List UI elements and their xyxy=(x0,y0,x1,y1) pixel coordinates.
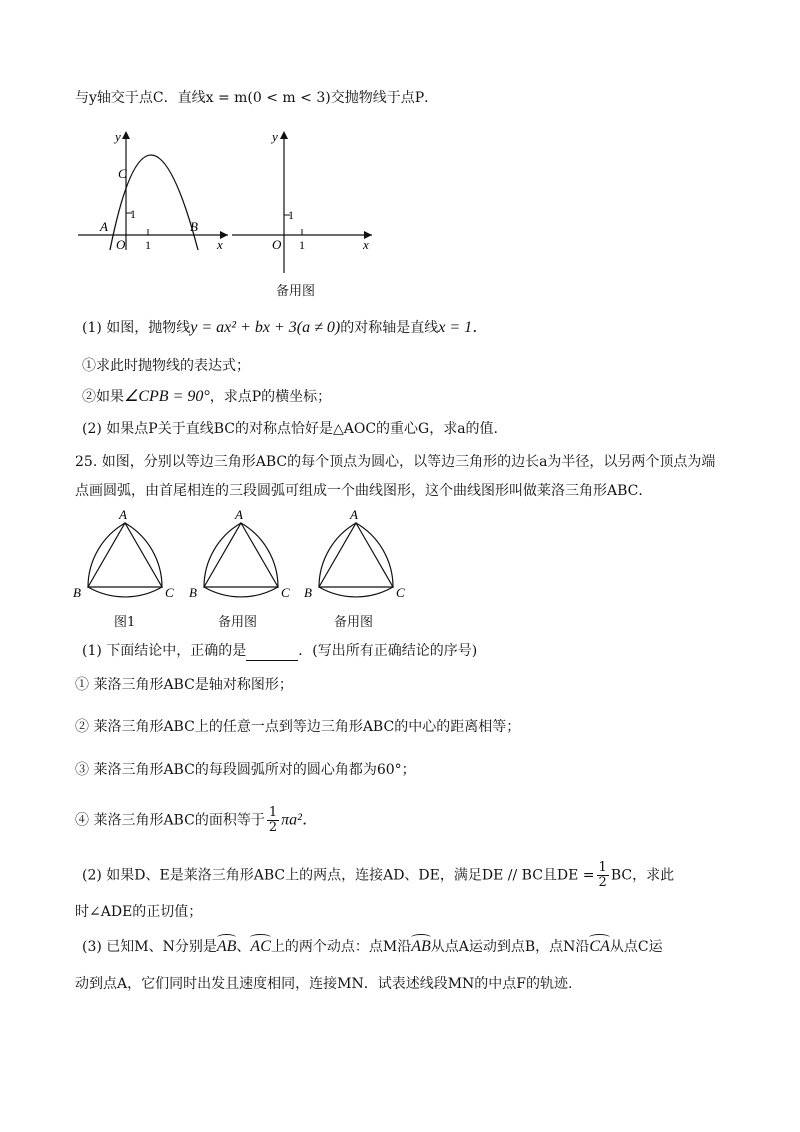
q25-option-2: ② 莱洛三角形ABC上的任意一点到等边三角形ABC的中心的距离相等； xyxy=(75,719,521,735)
svg-text:A: A xyxy=(235,507,243,522)
graph2-y-label: y xyxy=(272,129,278,144)
graph1-x-label: x xyxy=(217,237,223,252)
svg-text:B: B xyxy=(189,585,197,600)
graph2-O-label: O xyxy=(272,237,282,252)
intro-line: 与y轴交于点C．直线x = m(0 < m < 3)交抛物线于点P． xyxy=(75,90,439,106)
graph1-one-x: 1 xyxy=(145,238,151,252)
q25-stem-line1: 25. 如图，分别以等边三角形ABC的每个顶点为圆心，以等边三角形的边长a为半径，以另两个顶点为端 xyxy=(75,454,716,470)
arc-AC: AC xyxy=(250,938,271,955)
reuleaux-figure-2 xyxy=(189,507,290,600)
arc-AB: AB xyxy=(411,938,431,955)
graph1-B-label: B xyxy=(190,219,198,234)
reuleaux-figures xyxy=(65,505,405,610)
fig1-caption: 图1 xyxy=(114,615,136,630)
q25-option-3: ③ 莱洛三角形ABC的每段圆弧所对的圆心角都为60°； xyxy=(75,762,416,778)
q25-option-4: ④ 莱洛三角形ABC的面积等于 $\frac{1}{2}$ πa²． xyxy=(75,805,318,835)
svg-text:A: A xyxy=(350,507,358,522)
fraction-half: $\frac{1}{2}$ xyxy=(598,860,607,890)
q25-part3-line2: 动到点A，它们同时出发且速度相同，连接MN．试表述线段MN的中点F的轨迹. xyxy=(75,976,573,992)
q24-part1: (1) 如图，抛物线y = ax² + bx + 3(a ≠ 0)的对称轴是直线x = 1． xyxy=(82,319,489,336)
svg-text:C: C xyxy=(281,585,290,600)
y-axis-arrow-icon xyxy=(122,131,130,139)
svg-text:C: C xyxy=(396,585,405,600)
svg-text:B: B xyxy=(73,585,81,600)
q25-part3-line1: (3) 已知M、N分别是AB、AC上的两个动点：点M沿AB从点A运动到点B，点N沿CA从点C运 xyxy=(82,938,663,955)
q25-stem-line2: 点画圆弧，由首尾相连的三段圆弧可组成一个曲线图形，这个曲线图形叫做莱洛三角形ABC． xyxy=(75,483,653,499)
fig3-caption: 备用图 xyxy=(334,615,374,630)
graph2-one-x: 1 xyxy=(299,238,305,252)
q25-option-1: ① 莱洛三角形ABC是轴对称图形； xyxy=(75,677,293,693)
q24-sub1: ①求此时抛物线的表达式； xyxy=(82,358,250,374)
q25-part2-line1: (2) 如果D、E是莱洛三角形ABC上的两点，连接AD、DE，满足DE // BC且DE = $\frac{1}{2}$ BC，求此 xyxy=(82,860,675,890)
svg-text:A: A xyxy=(119,507,127,522)
graph2-x-label: x xyxy=(363,237,369,252)
graph1-one-y: 1 xyxy=(130,207,136,221)
backup-graph xyxy=(232,125,382,275)
reuleaux-figure-3 xyxy=(304,507,405,600)
q24-part2: (2) 如果点P关于直线BC的对称点恰好是△AOC的重心G，求a的值. xyxy=(82,421,499,437)
graph1-O-label: O xyxy=(116,237,126,252)
parabola-graph xyxy=(70,125,240,255)
q25-part1: (1) 下面结论中，正确的是 ．(写出所有正确结论的序号) xyxy=(82,643,478,659)
arc-AB: AB xyxy=(216,938,237,955)
graph2-one-y: 1 xyxy=(288,208,294,222)
fig2-caption: 备用图 xyxy=(218,615,258,630)
fraction-half: $\frac{1}{2}$ xyxy=(268,805,278,835)
graph1-A-label: A xyxy=(100,219,108,234)
arc-CA: CA xyxy=(589,938,610,955)
graph1-y-label: y xyxy=(115,129,121,144)
answer-blank xyxy=(246,646,298,661)
svg-text:B: B xyxy=(304,585,312,600)
y-axis-arrow-icon xyxy=(280,131,288,139)
graph-backup-caption: 备用图 xyxy=(276,284,316,299)
q25-part2-line2: 时∠ADE的正切值； xyxy=(75,904,203,920)
svg-text:C: C xyxy=(165,585,174,600)
graph1-C-label: C xyxy=(118,166,127,181)
q24-sub2: ②如果∠CPB = 90°，求点P的横坐标； xyxy=(82,388,332,405)
reuleaux-figure-1 xyxy=(73,507,174,600)
